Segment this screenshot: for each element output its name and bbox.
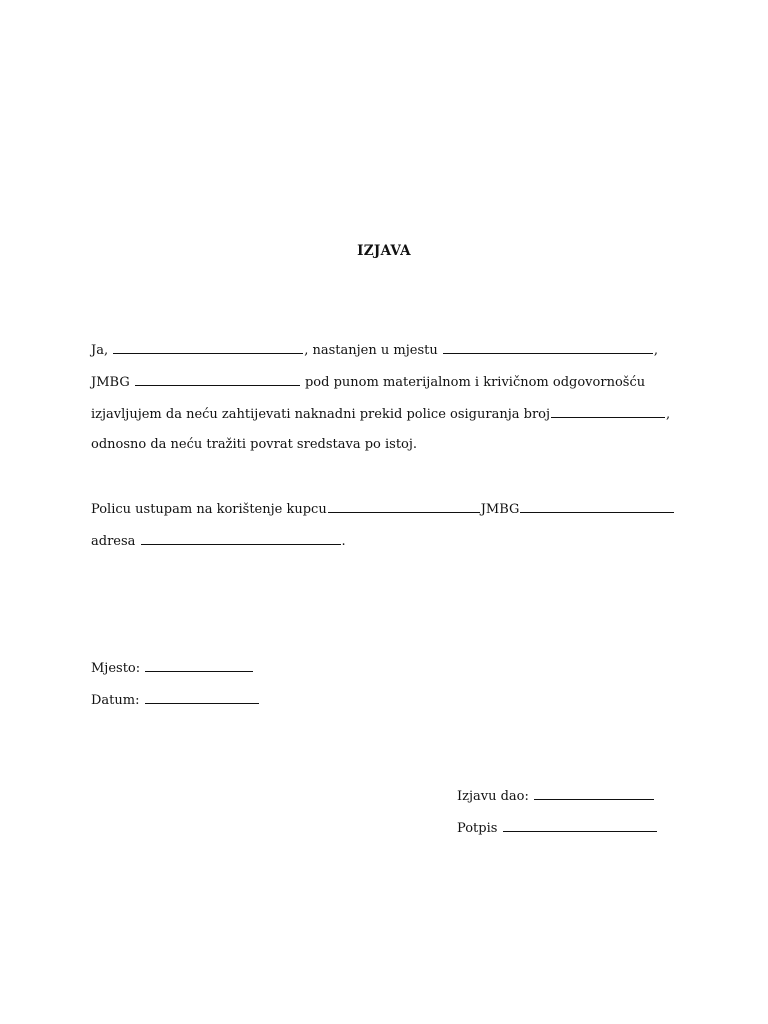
- address-blank-field[interactable]: [141, 531, 341, 545]
- line1-comma: ,: [653, 343, 658, 358]
- jmbg-label: JMBG: [91, 375, 130, 390]
- buyer-jmbg-blank-field[interactable]: [520, 499, 674, 513]
- paragraph1-line1: [91, 340, 658, 358]
- buyer-jmbg-label: JMBG: [480, 502, 520, 517]
- signature-label: Potpis: [457, 821, 498, 836]
- document-title: IZJAVA: [357, 243, 411, 259]
- policy-number-blank-field[interactable]: [551, 404, 665, 418]
- signature-line: [457, 818, 658, 836]
- paragraph1-line3: [91, 404, 670, 422]
- liability-text: pod punom materijalnom i krivičnom odgovornošću: [304, 375, 646, 390]
- declarant-label: Izjavu dao:: [457, 789, 529, 804]
- address-period: .: [341, 534, 346, 549]
- place-label: Mjesto:: [91, 661, 141, 676]
- place-blank-field[interactable]: [145, 658, 253, 672]
- paragraph2-line1: [91, 499, 675, 517]
- date-blank-field[interactable]: [145, 690, 259, 704]
- line3-comma: ,: [666, 407, 671, 422]
- name-blank-field[interactable]: [113, 340, 303, 354]
- date-line: [91, 690, 260, 708]
- place-line: [91, 658, 254, 676]
- paragraph2-line2: [91, 531, 346, 549]
- paragraph1-line2: [91, 372, 645, 390]
- refund-text: odnosno da neću tražiti povrat sredstava po istoj.: [91, 437, 418, 452]
- buyer-blank-field[interactable]: [328, 499, 480, 513]
- paragraph1-line4: [91, 436, 417, 454]
- transfer-text: Policu ustupam na korištenje kupcu: [91, 502, 327, 517]
- residence-blank-field[interactable]: [443, 340, 653, 354]
- name-prefix: Ja,: [91, 343, 109, 358]
- declaration-text: izjavljujem da neću zahtijevati naknadni prekid police osiguranja broj: [91, 407, 551, 422]
- signature-blank-field[interactable]: [503, 818, 657, 832]
- address-label: adresa: [91, 534, 136, 549]
- residence-label: , nastanjen u mjestu: [304, 343, 438, 358]
- declarant-blank-field[interactable]: [534, 786, 654, 800]
- date-label: Datum:: [91, 693, 140, 708]
- jmbg-blank-field[interactable]: [135, 372, 300, 386]
- declarant-line: [457, 786, 655, 804]
